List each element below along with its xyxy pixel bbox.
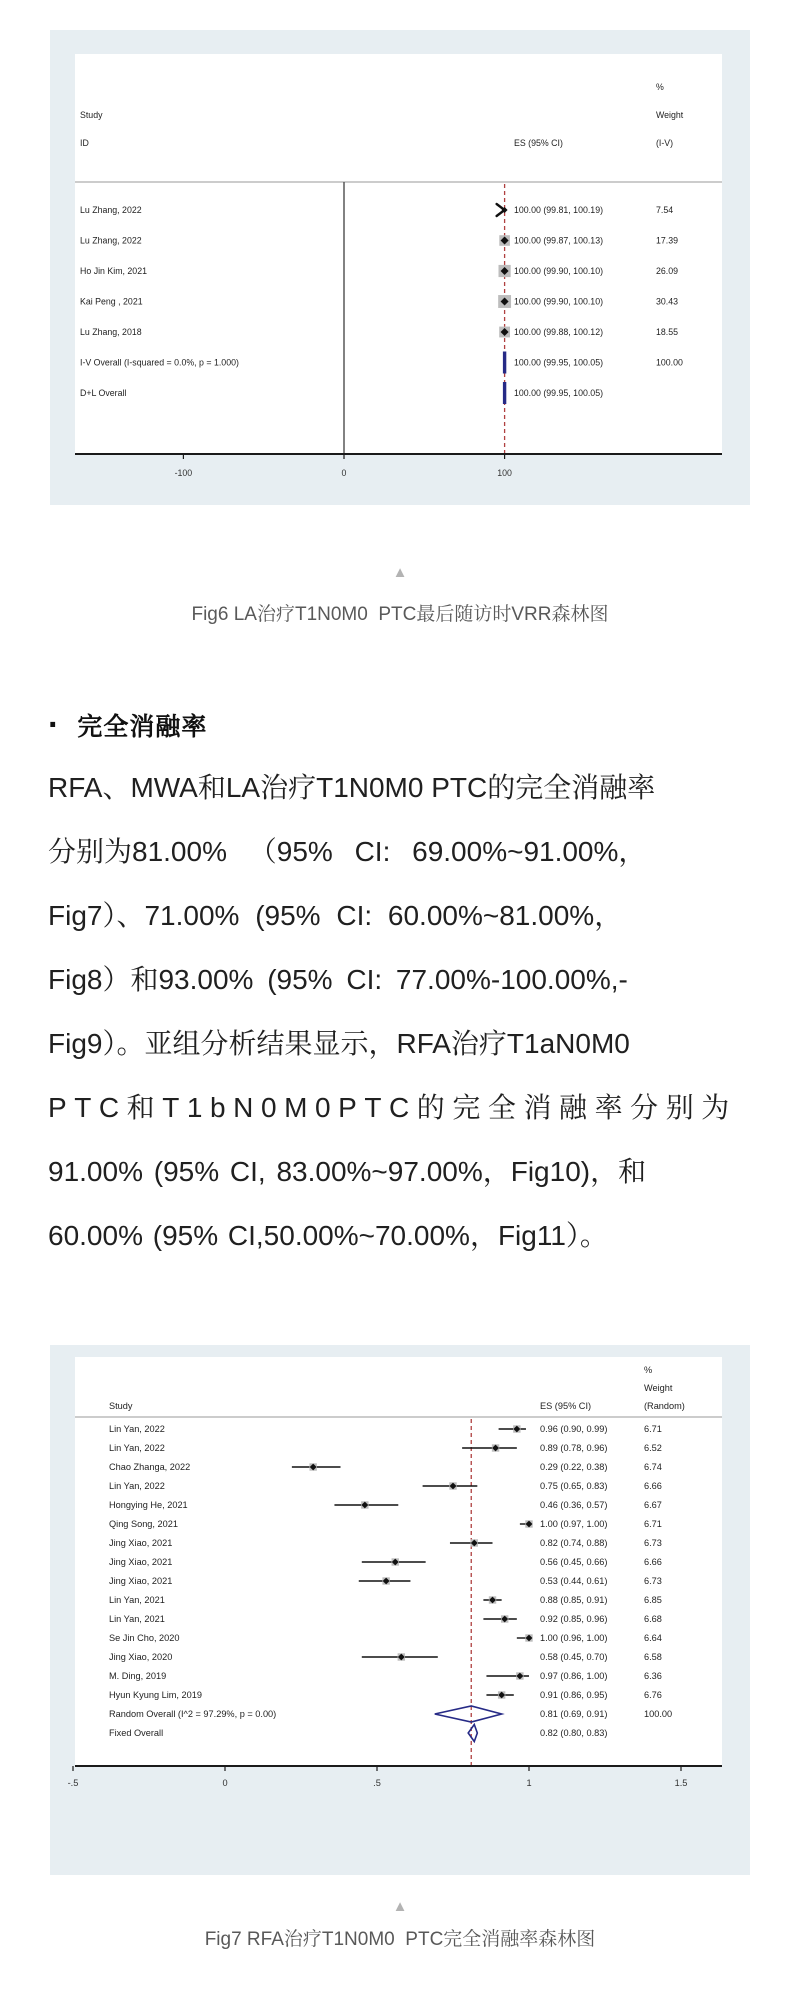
overall-bar	[503, 352, 506, 374]
column-header-es: ES (95% CI)	[540, 1401, 592, 1411]
study-label: M. Ding, 2019	[109, 1671, 167, 1681]
weight-label: 6.67	[644, 1500, 662, 1510]
weight-label: 17.39	[656, 235, 679, 246]
x-axis-tick-label: 0	[222, 1778, 228, 1788]
fig6-collapse-arrow-row	[0, 563, 800, 583]
es-label: 100.00 (99.90, 100.10)	[514, 266, 604, 276]
study-label: Jing Xiao, 2021	[109, 1576, 173, 1586]
weight-label: 6.73	[644, 1576, 662, 1586]
study-label: Hyun Kyung Lim, 2019	[109, 1690, 202, 1700]
weight-label: 6.76	[644, 1690, 662, 1700]
study-label: I-V Overall (I-squared = 0.0%, p = 1.000)	[80, 357, 239, 368]
fig7-panel	[50, 1345, 750, 1875]
es-label: 100.00 (99.90, 100.10)	[514, 296, 604, 307]
column-header-study: Study	[109, 1401, 133, 1411]
weight-label: 6.73	[644, 1538, 662, 1548]
es-label: 0.89 (0.78, 0.96)	[540, 1443, 608, 1453]
es-label: 0.82 (0.80, 0.83)	[540, 1728, 608, 1738]
weight-label: 6.64	[644, 1633, 662, 1643]
es-label: 0.96 (0.90, 0.99)	[540, 1424, 608, 1434]
weight-label: 30.43	[656, 296, 679, 307]
study-label: Qing Song, 2021	[109, 1519, 178, 1529]
es-label: 0.29 (0.22, 0.38)	[540, 1462, 608, 1472]
weight-label: 18.55	[656, 327, 679, 337]
fig6-forest-svg	[50, 30, 750, 505]
column-header-weight: Weight	[656, 110, 684, 120]
weight-label: 100.00	[644, 1709, 673, 1719]
study-label: Jing Xiao, 2021	[109, 1557, 173, 1567]
section-heading-row	[48, 707, 752, 743]
paragraph-line: PTC和T1bN0M0PTC的完全消融率分别为	[48, 1092, 737, 1123]
x-axis-tick-label: 1	[526, 1778, 532, 1788]
study-label: Lu Zhang, 2022	[80, 205, 142, 215]
es-label: 0.75 (0.65, 0.83)	[540, 1481, 608, 1491]
column-header-study: Study	[80, 110, 103, 120]
column-header-es: ES (95% CI)	[514, 138, 563, 148]
weight-label: 6.71	[644, 1519, 662, 1529]
study-label: Random Overall (I^2 = 97.29%, p = 0.00)	[109, 1709, 277, 1719]
x-axis-tick-label: 1.5	[674, 1778, 688, 1788]
fig6-caption: Fig6 LA治疗T1N0M0 PTC最后随访时VRR森林图	[191, 604, 609, 625]
weight-label: 7.54	[656, 205, 674, 215]
weight-label: 6.66	[644, 1481, 662, 1491]
study-label: Lin Yan, 2021	[109, 1614, 165, 1624]
x-axis-tick-label: 100	[497, 468, 512, 478]
triangle-up-icon: ▲	[392, 564, 408, 581]
es-label: 0.91 (0.86, 0.95)	[540, 1690, 608, 1700]
weight-label: 26.09	[656, 266, 679, 276]
weight-label: 6.74	[644, 1462, 662, 1472]
study-label: Lin Yan, 2022	[109, 1443, 165, 1453]
es-label: 100.00 (99.87, 100.13)	[514, 235, 604, 246]
triangle-up-icon: ▲	[392, 1898, 408, 1915]
paragraph-line: Fig9）。亚组分析结果显示，RFA治疗T1aN0M0	[48, 1028, 630, 1059]
fig6-forest-plot	[50, 30, 750, 505]
bullet-icon: ·	[48, 706, 60, 744]
x-axis-tick-label: -.5	[67, 1778, 79, 1788]
study-label: Chao Zhanga, 2022	[109, 1462, 191, 1472]
x-axis-tick-label: -100	[174, 468, 193, 478]
paragraph-line: Fig8）和93.00% (95% CI: 77.00%-100.00%,-	[48, 964, 628, 995]
es-label: 0.56 (0.45, 0.66)	[540, 1557, 608, 1567]
column-header-weight: (I-V)	[656, 138, 674, 148]
fig7-collapse-arrow-row	[0, 1897, 800, 1917]
study-label: D+L Overall	[80, 388, 127, 398]
paragraph-line: RFA、MWA和LA治疗T1N0M0 PTC的完全消融率	[48, 772, 656, 803]
weight-label: 6.58	[644, 1652, 662, 1662]
study-label: Se Jin Cho, 2020	[109, 1633, 180, 1643]
study-label: Lu Zhang, 2018	[80, 327, 142, 337]
overall-bar	[503, 382, 506, 404]
es-label: 0.81 (0.69, 0.91)	[540, 1709, 608, 1719]
paragraph-line: 60.00% (95% CI,50.00%~70.00%，Fig11）。	[48, 1220, 608, 1251]
weight-label: 6.52	[644, 1443, 662, 1453]
fig7-forest-svg	[50, 1345, 750, 1875]
document-page	[0, 30, 800, 1955]
es-label: 0.53 (0.44, 0.61)	[540, 1576, 608, 1586]
study-label: Hongying He, 2021	[109, 1500, 188, 1510]
es-label: 0.58 (0.45, 0.70)	[540, 1652, 608, 1662]
es-label: 1.00 (0.97, 1.00)	[540, 1519, 608, 1529]
fig7-caption: Fig7 RFA治疗T1N0M0 PTC完全消融率森林图	[204, 1929, 596, 1950]
study-label: Jing Xiao, 2020	[109, 1652, 173, 1662]
study-label: Lin Yan, 2022	[109, 1481, 165, 1491]
weight-label: 6.66	[644, 1557, 662, 1567]
study-label: Jing Xiao, 2021	[109, 1538, 173, 1548]
weight-label: 6.36	[644, 1671, 662, 1681]
es-label: 0.88 (0.85, 0.91)	[540, 1595, 608, 1605]
section-heading: 完全消融率	[77, 713, 208, 741]
paragraph-line: 分别为81.00% （95% CI: 69.00%~91.00%，	[48, 836, 647, 867]
study-label: Lin Yan, 2021	[109, 1595, 165, 1605]
x-axis-tick-label: 0	[341, 468, 347, 478]
paragraph-line: Fig7）、71.00% (95% CI: 60.00%~81.00%，	[48, 900, 623, 931]
fig7-forest-plot	[50, 1345, 750, 1875]
column-header-weight: (Random)	[644, 1401, 685, 1411]
study-label: Fixed Overall	[109, 1728, 164, 1738]
column-header-weight: %	[656, 82, 664, 92]
es-label: 0.92 (0.85, 0.96)	[540, 1614, 608, 1624]
es-label: 100.00 (99.81, 100.19)	[514, 205, 604, 215]
es-label: 100.00 (99.95, 100.05)	[514, 357, 604, 368]
column-header-study: ID	[80, 138, 89, 148]
paragraph-line: 91.00% (95% CI, 83.00%~97.00%，Fig10)，和	[48, 1156, 647, 1187]
weight-label: 6.68	[644, 1614, 662, 1624]
es-label: 0.97 (0.86, 1.00)	[540, 1671, 608, 1681]
fig6-panel	[50, 30, 750, 505]
weight-label: 6.71	[644, 1424, 662, 1434]
study-label: Kai Peng , 2021	[80, 296, 143, 307]
study-label: Ho Jin Kim, 2021	[80, 266, 147, 276]
x-axis-tick-label: .5	[373, 1778, 381, 1788]
es-label: 100.00 (99.95, 100.05)	[514, 388, 604, 398]
column-header-weight: Weight	[644, 1383, 673, 1393]
study-label: Lu Zhang, 2022	[80, 235, 142, 246]
es-label: 0.82 (0.74, 0.88)	[540, 1538, 608, 1548]
plot-background	[75, 54, 722, 454]
column-header-weight: %	[644, 1365, 653, 1375]
weight-label: 6.85	[644, 1595, 662, 1605]
es-label: 0.46 (0.36, 0.57)	[540, 1500, 608, 1510]
es-label: 1.00 (0.96, 1.00)	[540, 1633, 608, 1643]
study-label: Lin Yan, 2022	[109, 1424, 165, 1434]
es-label: 100.00 (99.88, 100.12)	[514, 327, 604, 337]
weight-label: 100.00	[656, 357, 683, 368]
body-paragraph	[48, 756, 760, 1268]
